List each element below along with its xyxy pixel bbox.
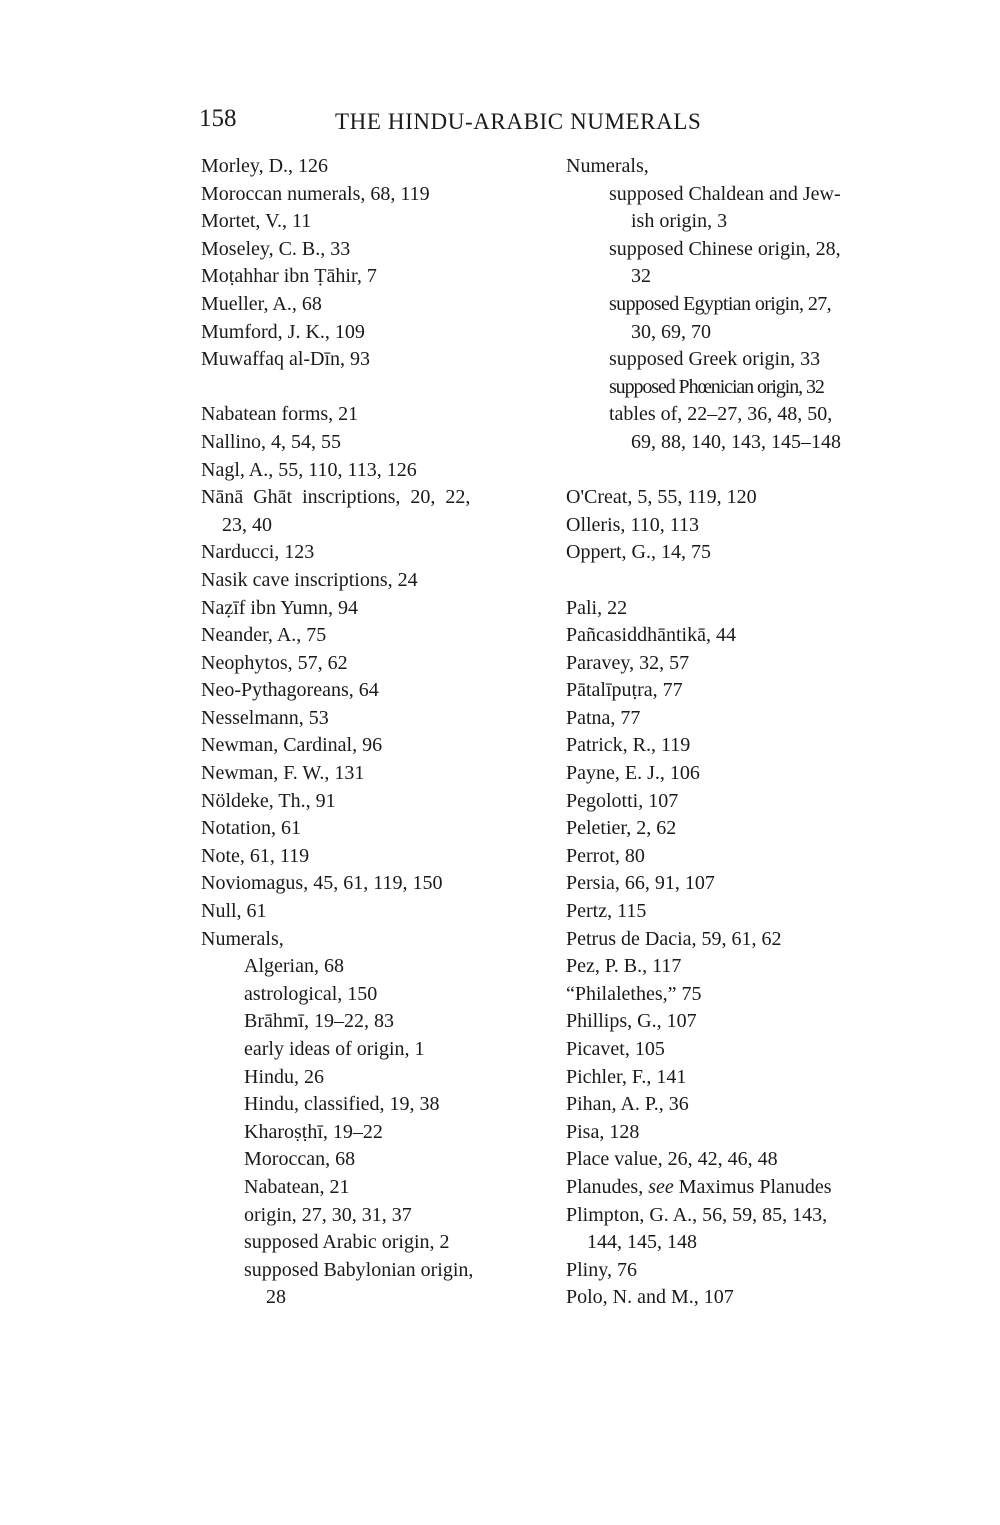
- index-entry: Petrus de Dacia, 59, 61, 62: [566, 927, 782, 950]
- index-subentry: origin, 27, 30, 31, 37: [244, 1203, 412, 1226]
- index-entry: Morley, D., 126: [201, 155, 329, 177]
- index-entry: Payne, E. J., 106: [566, 762, 700, 785]
- index-entry: Neander, A., 75: [201, 624, 327, 647]
- index-entry: Pisa, 128: [566, 1120, 640, 1143]
- index-entry: Narducci, 123: [201, 541, 315, 564]
- index-entry: Moroccan numerals, 68, 119: [201, 182, 430, 205]
- index-entry: Pihan, A. P., 36: [566, 1093, 689, 1116]
- index-subentry: supposed Chinese origin, 28,: [609, 237, 841, 260]
- index-entry: Nasik cave inscriptions, 24: [201, 568, 418, 591]
- index-entry: Newman, Cardinal, 96: [201, 734, 383, 757]
- index-entry: Pliny, 76: [566, 1258, 637, 1281]
- index-entry: 144, 145, 148: [587, 1231, 697, 1254]
- index-entry: Neophytos, 57, 62: [201, 651, 348, 674]
- index-subentry: astrological, 150: [244, 982, 378, 1005]
- index-subentry: Kharoṣṭhī, 19–22: [244, 1120, 383, 1143]
- index-subentry: 30, 69, 70: [631, 320, 711, 343]
- index-entry: Note, 61, 119: [201, 844, 310, 867]
- index-entry: Mumford, J. K., 109: [201, 320, 365, 343]
- index-entry: Nabatean forms, 21: [201, 403, 359, 426]
- index-entry: Moseley, C. B., 33: [201, 237, 351, 260]
- index-entry: Place value, 26, 42, 46, 48: [566, 1148, 778, 1171]
- see-reference: see: [648, 1175, 674, 1198]
- index-subentry: supposed Phœnician origin, 32: [609, 375, 824, 398]
- index-subentry: supposed Babylonian origin,: [244, 1258, 474, 1281]
- index-entry: Patna, 77: [566, 706, 641, 729]
- index-entry: Paravey, 32, 57: [566, 651, 690, 674]
- index-entry: Numerals,: [201, 927, 284, 950]
- index-entry: Nānā Ghāt inscriptions, 20, 22,: [201, 486, 471, 509]
- index-subentry: early ideas of origin, 1: [244, 1038, 425, 1060]
- index-subentry: Nabatean, 21: [244, 1175, 350, 1198]
- index-entry: Pañcasiddhāntikā, 44: [566, 624, 736, 647]
- index-entry: Patrick, R., 119: [566, 734, 691, 757]
- index-entry: Notation, 61: [201, 817, 301, 840]
- index-entry: Perrot, 80: [566, 844, 645, 867]
- index-entry: Olleris, 110, 113: [566, 513, 699, 536]
- index-entry: Picavet, 105: [566, 1038, 665, 1060]
- index-entry: Planudes, see Maximus Planudes: [566, 1175, 832, 1198]
- index-subentry: Hindu, 26: [244, 1065, 324, 1088]
- index-subentry: Moroccan, 68: [244, 1148, 356, 1171]
- index-entry: Pichler, F., 141: [566, 1065, 687, 1088]
- index-entry: Plimpton, G. A., 56, 59, 85, 143,: [566, 1203, 828, 1226]
- index-gap: [566, 567, 906, 595]
- index-subentry: supposed Egyptian origin, 27,: [609, 292, 832, 315]
- index-entry: Moṭahhar ibn Ṭāhir, 7: [201, 265, 377, 288]
- index-entry: Neo-Pythagoreans, 64: [201, 679, 379, 702]
- index-entry: Pali, 22: [566, 596, 628, 619]
- index-entry: Muwaffaq al-Dīn, 93: [201, 348, 371, 371]
- index-column-left: [201, 153, 541, 1312]
- index-subentry: supposed Greek origin, 33: [609, 348, 821, 371]
- index-entry: Phillips, G., 107: [566, 1010, 697, 1033]
- index-entry: “Philalethes,” 75: [566, 982, 702, 1005]
- index-subentry: tables of, 22–27, 36, 48, 50,: [609, 403, 833, 426]
- index-entry: Noviomagus, 45, 61, 119, 150: [201, 872, 443, 895]
- index-entry: Oppert, G., 14, 75: [566, 541, 711, 564]
- page-number: 158: [199, 105, 237, 132]
- index-subentry: 28: [266, 1286, 286, 1309]
- index-entry: Mortet, V., 11: [201, 210, 312, 233]
- index-gap: [566, 457, 906, 485]
- index-entry: Pātalīpuṭra, 77: [566, 679, 683, 702]
- index-entry: Nallino, 4, 54, 55: [201, 430, 341, 453]
- index-subentry: Hindu, classified, 19, 38: [244, 1093, 440, 1116]
- running-head: THE HINDU-ARABIC NUMERALS: [335, 109, 702, 134]
- index-subentry: ish origin, 3: [631, 210, 728, 233]
- index-entry: O'Creat, 5, 55, 119, 120: [566, 486, 757, 509]
- index-entry: Pez, P. B., 117: [566, 955, 682, 978]
- index-subentry: Algerian, 68: [244, 955, 344, 978]
- index-column-right: [566, 153, 906, 1312]
- index-entry: Numerals,: [566, 155, 649, 177]
- index-subentry: 69, 88, 140, 143, 145–148: [631, 430, 841, 453]
- index-entry: Pegolotti, 107: [566, 789, 679, 812]
- index-entry: Mueller, A., 68: [201, 292, 322, 315]
- index-entry: 23, 40: [222, 513, 272, 536]
- index-entry: Naẓīf ibn Yumn, 94: [201, 596, 359, 619]
- index-entry: Pertz, 115: [566, 900, 647, 923]
- index-subentry: supposed Chaldean and Jew-: [609, 182, 841, 205]
- index-entry: Polo, N. and M., 107: [566, 1286, 734, 1309]
- index-entry: Nesselmann, 53: [201, 706, 329, 729]
- index-entry: Newman, F. W., 131: [201, 762, 365, 785]
- index-subentry: 32: [631, 265, 651, 288]
- index-entry: Nöldeke, Th., 91: [201, 789, 336, 812]
- index-gap: [201, 374, 541, 402]
- index-entry: Nagl, A., 55, 110, 113, 126: [201, 458, 417, 481]
- index-entry: Peletier, 2, 62: [566, 817, 677, 840]
- index-entry: Null, 61: [201, 900, 267, 923]
- index-entry: Persia, 66, 91, 107: [566, 872, 715, 895]
- index-subentry: supposed Arabic origin, 2: [244, 1231, 450, 1254]
- index-subentry: Brāhmī, 19–22, 83: [244, 1010, 394, 1033]
